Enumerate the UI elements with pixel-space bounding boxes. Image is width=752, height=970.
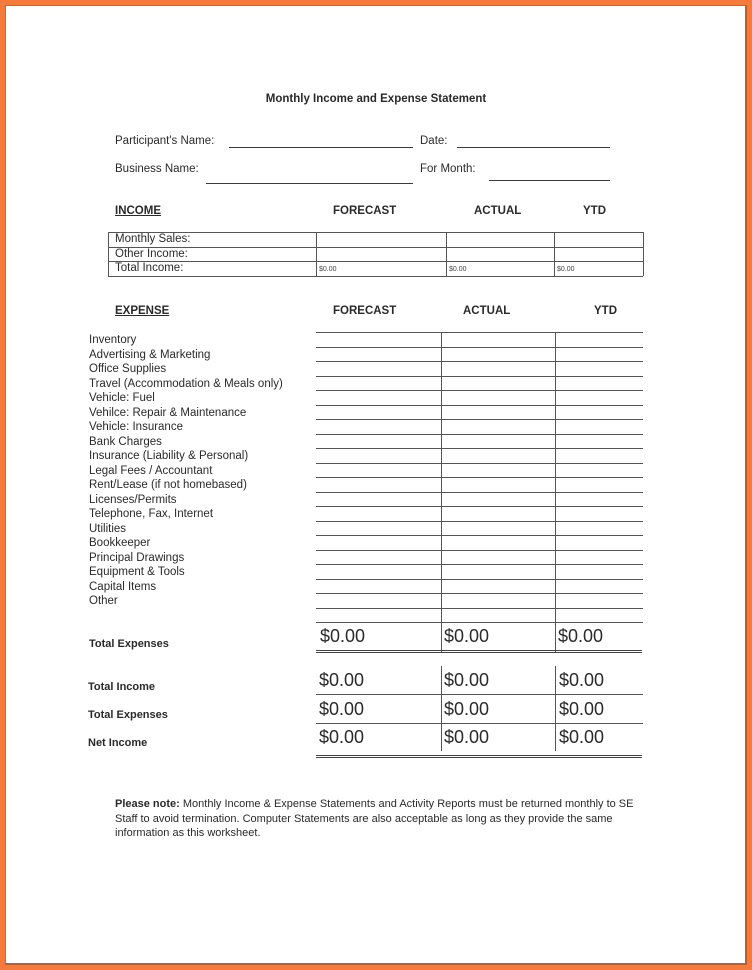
expense-actual-cell[interactable]	[442, 348, 554, 361]
expense-forecast-cell[interactable]	[317, 580, 440, 593]
summary-total-income-actual: $0.00	[444, 670, 490, 690]
expense-item-label: Vehilce: Repair & Maintenance	[89, 406, 247, 419]
summary-total-income-forecast: $0.00	[319, 670, 365, 690]
expense-ytd-cell[interactable]	[556, 594, 642, 607]
expense-ytd-cell[interactable]	[556, 565, 642, 578]
expense-ytd-cell[interactable]	[556, 464, 642, 477]
summary-total-expenses-ytd: $0.00	[559, 699, 605, 719]
expense-item-label: Insurance (Liability & Personal)	[89, 450, 249, 462]
total-income-forecast-value: $0.00	[319, 266, 337, 273]
expense-actual-cell[interactable]	[442, 420, 554, 433]
expense-actual-cell[interactable]	[442, 435, 554, 448]
total-income-ytd-value: $0.00	[557, 266, 575, 273]
expense-forecast-cell[interactable]	[317, 333, 440, 346]
expense-ytd-cell[interactable]	[556, 493, 642, 506]
expense-ytd-cell[interactable]	[556, 507, 642, 520]
summary-row-line	[316, 723, 643, 724]
expense-actual-cell[interactable]	[442, 565, 554, 578]
for-month-field[interactable]	[489, 180, 610, 181]
business-name-label: Business Name:	[115, 163, 199, 175]
expense-forecast-cell[interactable]	[317, 464, 440, 477]
expense-ytd-cell[interactable]	[556, 362, 642, 375]
expense-item-label: Licenses/Permits	[89, 493, 177, 506]
summary-col-line	[555, 666, 556, 751]
summary-total-expenses-actual: $0.00	[444, 699, 490, 719]
please-note-text: Monthly Income & Expense Statements and Activity Reports must be returned monthly to SE Staff to avoid termination. Computer Statements are also acceptable as long as they provide the same information as this worksheet.	[115, 798, 634, 839]
summary-net-income-forecast: $0.00	[319, 727, 365, 747]
business-name-field[interactable]	[206, 183, 413, 184]
total-expenses-actual-value: $0.00	[444, 626, 490, 646]
date-field[interactable]	[457, 147, 610, 148]
expense-col-ytd: YTD	[594, 305, 617, 317]
expense-col-forecast: FORECAST	[333, 305, 397, 317]
expense-forecast-cell[interactable]	[317, 594, 440, 607]
expense-item-label: Office Supplies	[89, 363, 167, 375]
summary-col-line	[441, 666, 442, 751]
expense-actual-cell[interactable]	[442, 536, 554, 549]
summary-label-total-expenses: Total Expenses	[88, 709, 168, 721]
total-expenses-label: Total Expenses	[89, 638, 169, 650]
expense-forecast-cell[interactable]	[317, 493, 440, 506]
date-label: Date:	[420, 135, 448, 147]
monthly-sales-ytd-cell[interactable]	[555, 233, 642, 246]
monthly-sales-forecast-cell[interactable]	[317, 233, 445, 246]
income-row-label: Monthly Sales:	[115, 233, 191, 245]
expense-ytd-cell[interactable]	[556, 536, 642, 549]
expense-forecast-cell[interactable]	[317, 551, 440, 564]
summary-row-line	[316, 694, 643, 695]
expense-actual-cell[interactable]	[442, 493, 554, 506]
income-row-label: Other Income:	[115, 248, 188, 260]
participant-name-label: Participant's Name:	[115, 135, 215, 147]
expense-forecast-cell[interactable]	[317, 348, 440, 361]
expense-ytd-cell[interactable]	[556, 449, 642, 462]
expense-item-label: Other	[89, 595, 118, 607]
expense-grid-line	[316, 622, 643, 623]
expense-item-label: Principal Drawings	[89, 551, 185, 564]
expense-ytd-cell[interactable]	[556, 522, 642, 535]
expense-forecast-cell[interactable]	[317, 507, 440, 520]
summary-net-income-actual: $0.00	[444, 727, 490, 747]
expense-item-label: Vehicle: Insurance	[89, 421, 183, 433]
expense-actual-cell[interactable]	[442, 377, 554, 390]
expense-forecast-cell[interactable]	[317, 536, 440, 549]
document-title: Monthly Income and Expense Statement	[265, 93, 487, 105]
expense-item-label: Bank Charges	[89, 435, 162, 448]
income-heading: INCOME	[115, 205, 161, 217]
income-col-actual: ACTUAL	[474, 205, 522, 217]
monthly-sales-actual-cell[interactable]	[447, 233, 553, 246]
total-income-actual-value: $0.00	[449, 266, 467, 273]
expense-ytd-cell[interactable]	[556, 551, 642, 564]
income-table-border-bottom	[108, 276, 643, 277]
expense-actual-cell[interactable]	[442, 362, 554, 375]
expense-forecast-cell[interactable]	[317, 377, 440, 390]
summary-label-net-income: Net Income	[88, 737, 148, 749]
expense-ytd-cell[interactable]	[556, 406, 642, 419]
summary-net-income-ytd: $0.00	[559, 727, 605, 747]
expense-item-label: Capital Items	[89, 580, 157, 593]
expense-actual-cell[interactable]	[442, 333, 554, 346]
expense-item-label: Advertising & Marketing	[89, 348, 211, 361]
total-expenses-ytd-value: $0.00	[558, 626, 604, 646]
expense-forecast-cell[interactable]	[317, 478, 440, 491]
expense-ytd-cell[interactable]	[556, 391, 642, 404]
other-income-ytd-cell[interactable]	[555, 248, 642, 261]
expense-actual-cell[interactable]	[442, 507, 554, 520]
expense-item-label: Equipment & Tools	[89, 566, 185, 578]
expense-forecast-cell[interactable]	[317, 406, 440, 419]
expense-heading: EXPENSE	[115, 305, 170, 317]
income-col-forecast: FORECAST	[333, 205, 397, 217]
expense-item-label: Rent/Lease (if not homebased)	[89, 479, 247, 491]
expense-forecast-cell[interactable]	[317, 362, 440, 375]
expense-actual-cell[interactable]	[442, 478, 554, 491]
participant-name-field[interactable]	[229, 147, 413, 148]
total-expenses-double-rule	[316, 650, 642, 653]
expense-item-label: Travel (Accommodation & Meals only)	[89, 377, 283, 390]
income-table-border-right	[643, 232, 644, 276]
total-expenses-forecast-value: $0.00	[320, 626, 366, 646]
expense-grid-line	[316, 608, 643, 609]
expense-actual-cell[interactable]	[442, 391, 554, 404]
expense-forecast-cell[interactable]	[317, 449, 440, 462]
expense-ytd-cell[interactable]	[556, 348, 642, 361]
expense-forecast-cell[interactable]	[317, 420, 440, 433]
expense-actual-cell[interactable]	[442, 522, 554, 535]
expense-ytd-cell[interactable]	[556, 333, 642, 346]
expense-item-label: Bookkeeper	[89, 537, 151, 549]
for-month-label: For Month:	[420, 163, 476, 175]
expense-ytd-cell[interactable]	[556, 580, 642, 593]
summary-total-income-ytd: $0.00	[559, 670, 605, 690]
summary-double-rule	[316, 755, 642, 758]
expense-forecast-cell[interactable]	[317, 391, 440, 404]
expense-ytd-cell[interactable]	[556, 377, 642, 390]
expense-ytd-cell[interactable]	[556, 435, 642, 448]
expense-item-label: Telephone, Fax, Internet	[89, 508, 214, 520]
expense-actual-cell[interactable]	[442, 464, 554, 477]
expense-ytd-cell[interactable]	[556, 420, 642, 433]
expense-forecast-cell[interactable]	[317, 522, 440, 535]
summary-total-expenses-forecast: $0.00	[319, 699, 365, 719]
expense-col-actual: ACTUAL	[463, 305, 511, 317]
income-table-line	[108, 261, 643, 262]
income-col-ytd: YTD	[583, 205, 606, 217]
expense-item-label: Vehicle: Fuel	[89, 392, 155, 404]
expense-actual-cell[interactable]	[442, 594, 554, 607]
expense-actual-cell[interactable]	[442, 551, 554, 564]
summary-label-total-income: Total Income	[88, 681, 156, 693]
expense-forecast-cell[interactable]	[317, 565, 440, 578]
expense-actual-cell[interactable]	[442, 449, 554, 462]
income-table-border-left	[108, 232, 109, 276]
expense-item-label: Utilities	[89, 522, 127, 535]
expense-item-label: Legal Fees / Accountant	[89, 464, 213, 477]
expense-actual-cell[interactable]	[442, 580, 554, 593]
please-note-lead: Please note:	[115, 798, 180, 810]
please-note	[115, 797, 635, 841]
other-income-forecast-cell[interactable]	[317, 248, 445, 261]
expense-item-label: Inventory	[89, 334, 137, 346]
other-income-actual-cell[interactable]	[447, 248, 553, 261]
expense-actual-cell[interactable]	[442, 406, 554, 419]
expense-ytd-cell[interactable]	[556, 478, 642, 491]
expense-forecast-cell[interactable]	[317, 435, 440, 448]
income-row-label: Total Income:	[115, 262, 184, 274]
